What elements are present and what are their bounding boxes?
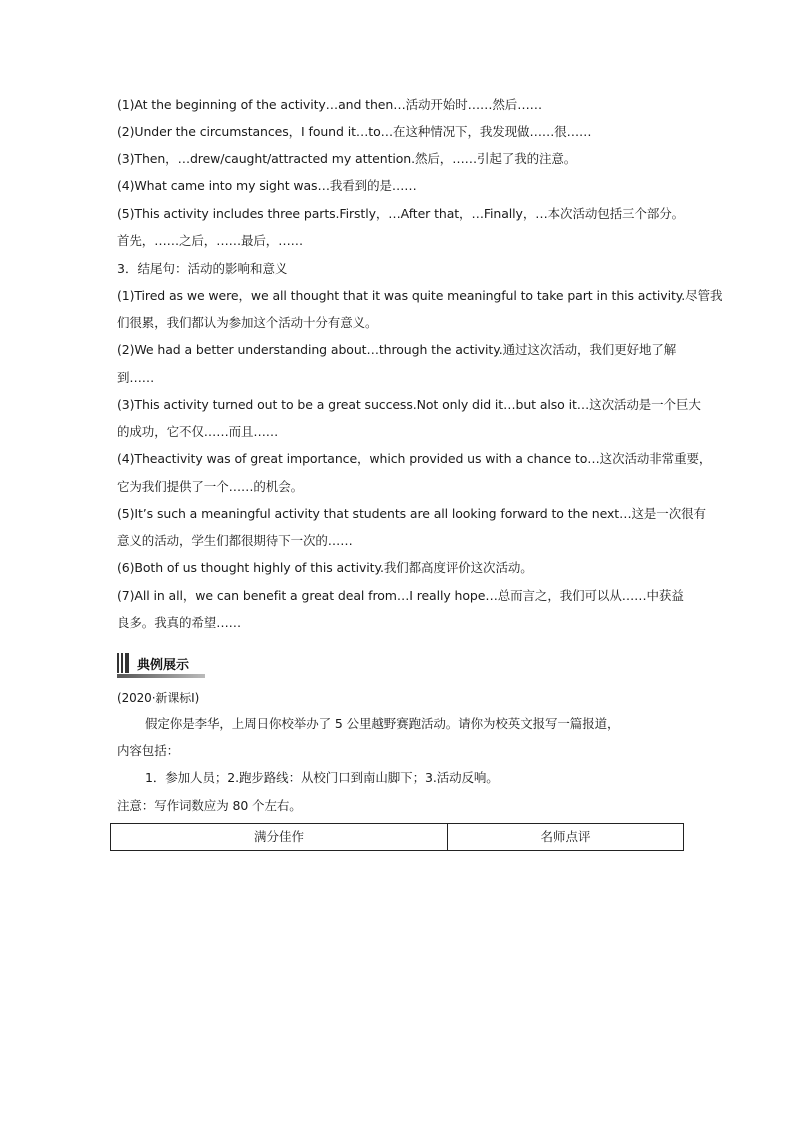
- section-heading: 3．结尾句：活动的影响和意义: [117, 261, 288, 276]
- phrase-line: (4)What came into my sight was…我看到的是……: [117, 178, 417, 193]
- essay-table: [110, 823, 684, 851]
- table-header-essay: 满分佳作: [111, 824, 448, 850]
- phrase-line: 到……: [117, 370, 155, 385]
- phrase-line: 意义的活动，学生们都很期待下一次的……: [117, 533, 353, 548]
- table-header-comment: 名师点评: [540, 829, 591, 844]
- example-source: (2020·新课标Ⅰ): [117, 691, 200, 705]
- phrase-line: (3)Then，…drew/caught/attracted my attention.然后，……引起了我的注意。: [117, 151, 577, 166]
- phrase-line: (1)Tired as we were，we all thought that it was quite meaningful to take part in this activity.尽管我: [117, 288, 723, 303]
- phrase-line: 良多。我真的希望……: [117, 615, 242, 630]
- example-points: 1．参加人员；2.跑步路线：从校门口到南山脚下；3.活动反响。: [145, 770, 499, 785]
- phrase-line: (2)Under the circumstances，I found it…to…在这种情况下，我发现做……很……: [117, 124, 592, 139]
- phrase-line: (2)We had a better understanding about…through the activity.通过这次活动，我们更好地了解: [117, 342, 677, 357]
- phrase-line: (5)It’s such a meaningful activity that students are all looking forward to the next…这是一次很有: [117, 506, 706, 521]
- example-section-title: 典例展示: [137, 657, 190, 673]
- example-section-header: [117, 652, 207, 674]
- phrase-line: (5)This activity includes three parts.Firstly，…After that，…Finally，…本次活动包括三个部分。: [117, 206, 685, 221]
- example-note: 注意：写作词数应为 80 个左右。: [117, 798, 302, 813]
- phrase-line: 们很累，我们都认为参加这个活动十分有意义。: [117, 315, 378, 330]
- phrase-line: (4)Theactivity was of great importance，which provided us with a chance to…这次活动非常重要，: [117, 451, 712, 466]
- phrase-line: 它为我们提供了一个……的机会。: [117, 479, 304, 494]
- phrase-line: 的成功，它不仅……而且……: [117, 424, 279, 439]
- section-marker-icon: [117, 653, 131, 673]
- phrase-line: (6)Both of us thought highly of this activity.我们都高度评价这次活动。: [117, 560, 533, 575]
- phrase-line: (7)All in all，we can benefit a great deal from…I really hope…总而言之，我们可以从……中获益: [117, 588, 684, 603]
- phrase-line: 首先，……之后，……最后，……: [117, 233, 304, 248]
- example-prompt: 内容包括：: [117, 743, 180, 758]
- phrase-line: (1)At the beginning of the activity…and then…活动开始时……然后……: [117, 97, 542, 112]
- example-prompt: 假定你是李华，上周日你校举办了 5 公里越野赛跑活动。请你为校英文报写一篇报道，: [145, 716, 620, 731]
- section-underline: [117, 674, 205, 678]
- phrase-line: (3)This activity turned out to be a great success.Not only did it…but also it…这次活动是一个巨大: [117, 397, 701, 412]
